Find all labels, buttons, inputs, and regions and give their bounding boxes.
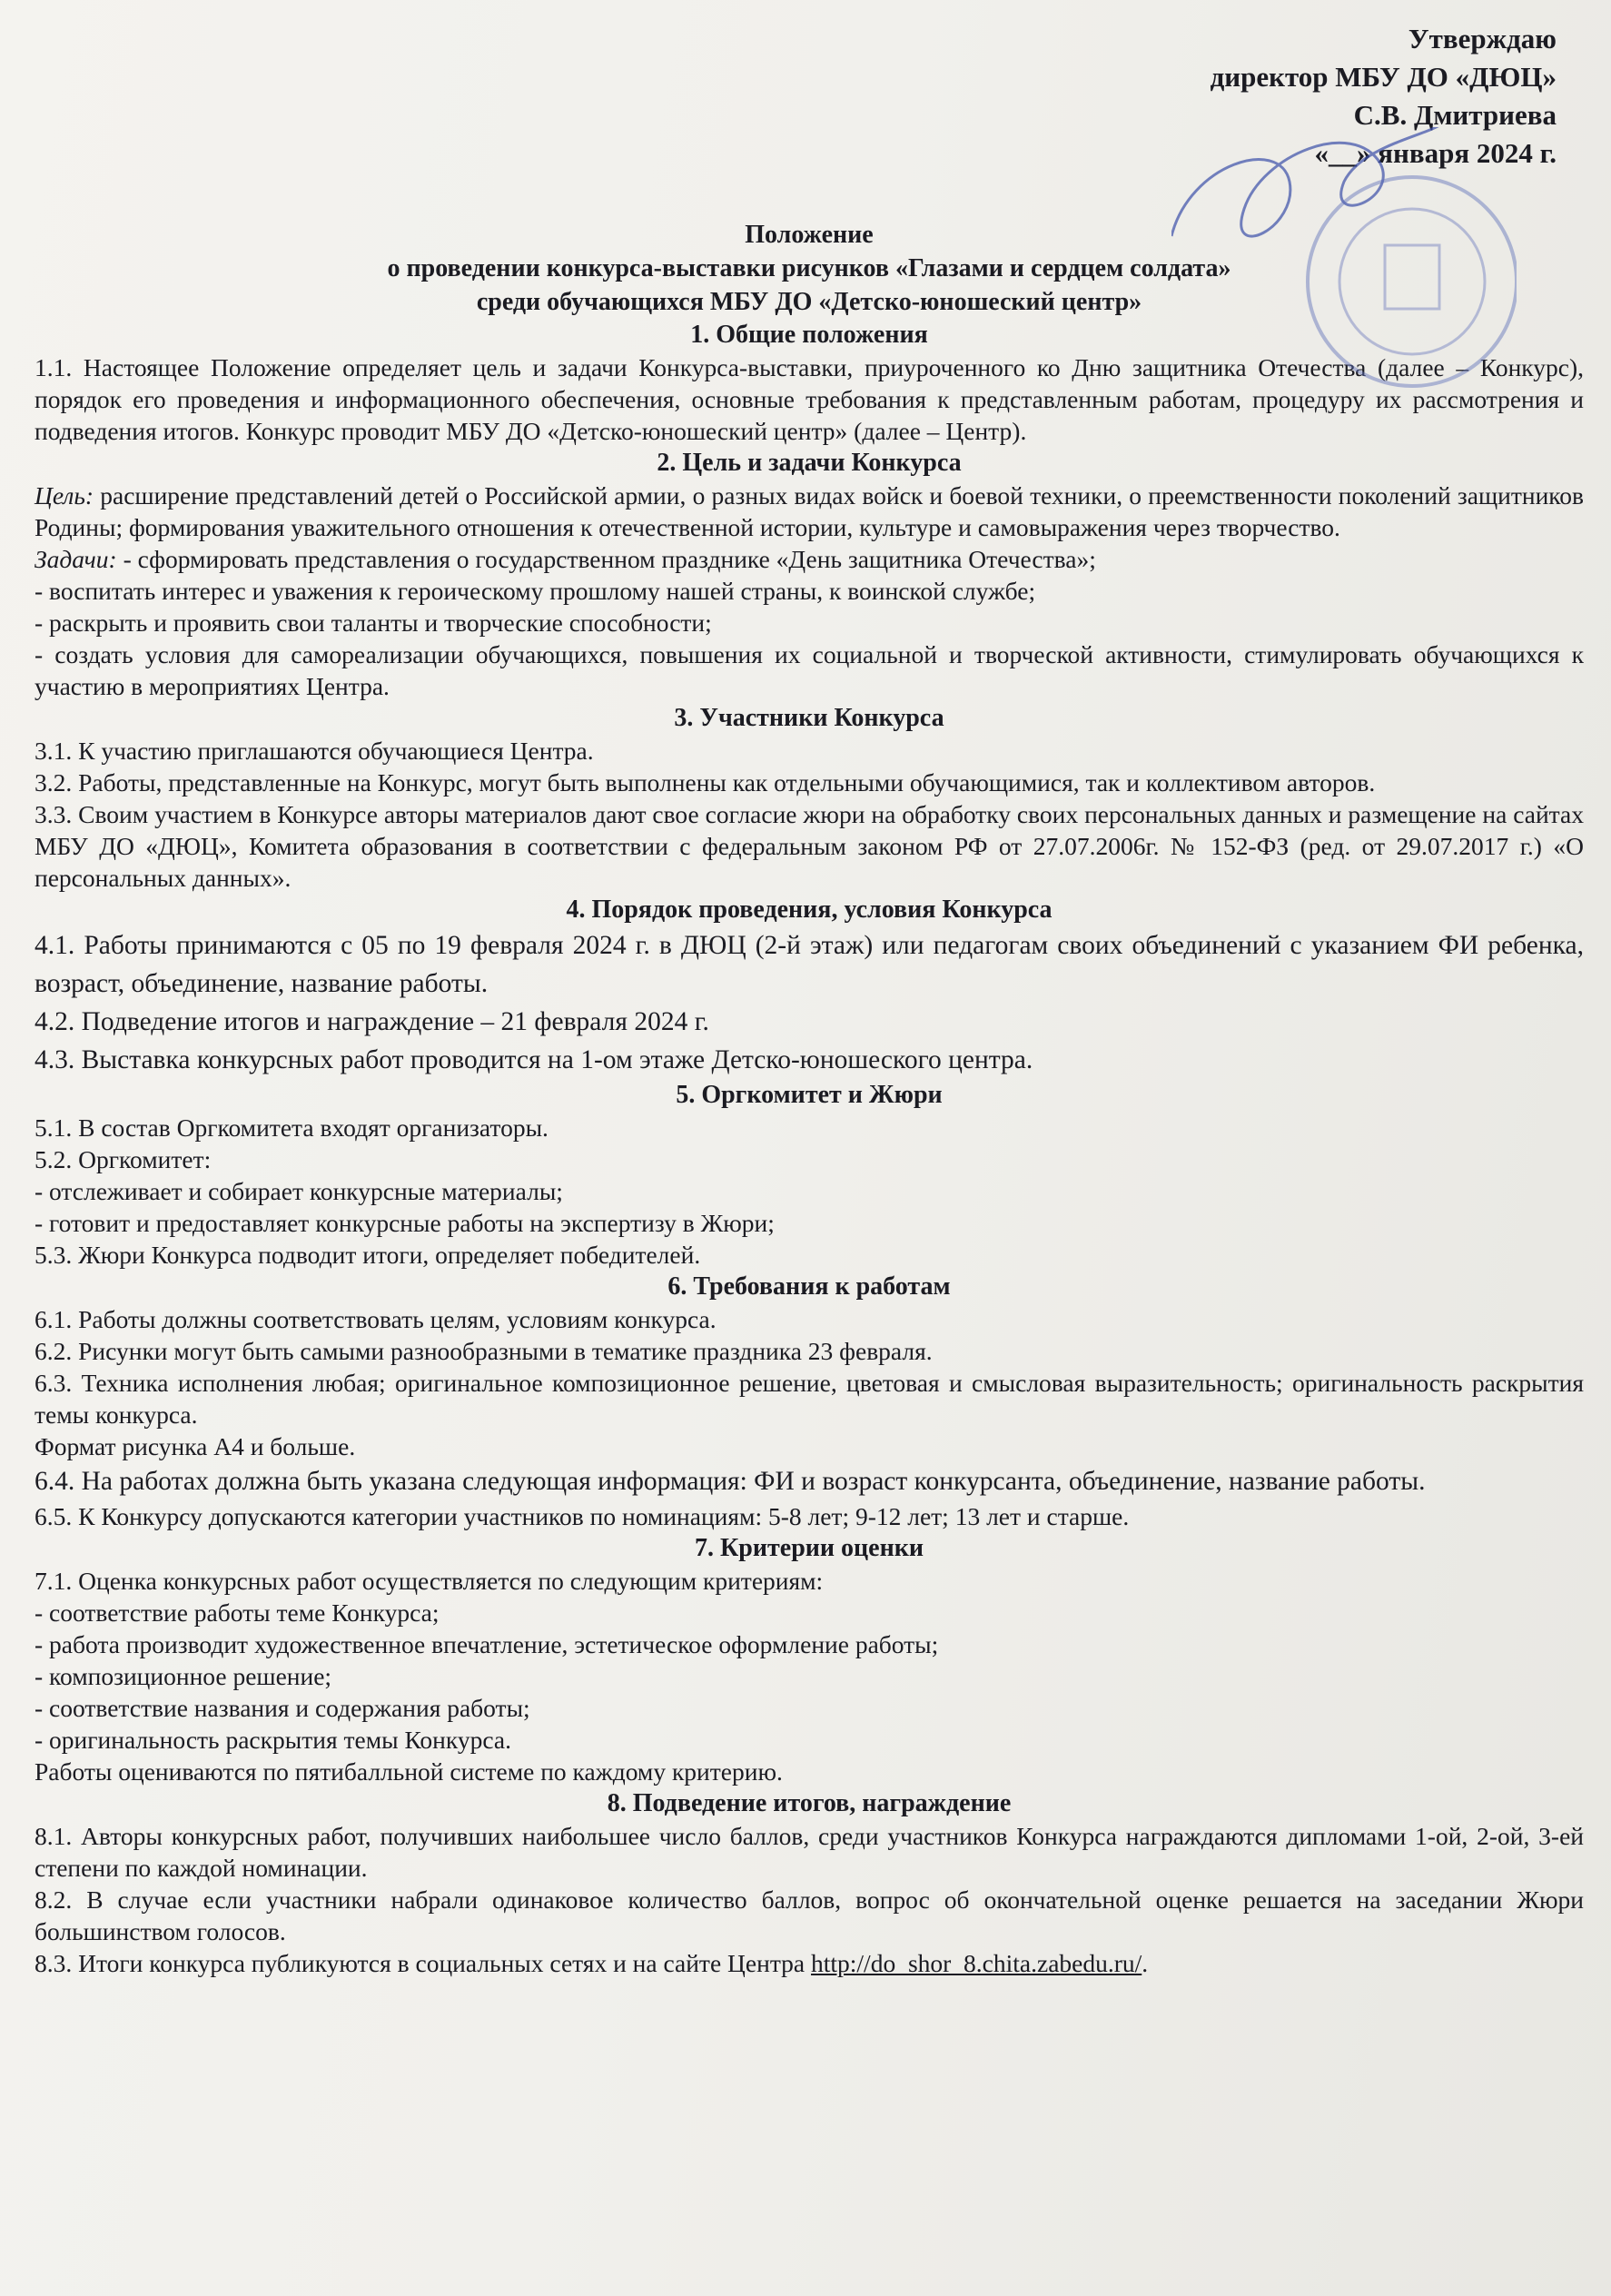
paragraph-7-3: - работа производит художественное впечатление, эстетическое оформление работы; [35,1630,939,1658]
approval-line-4: «__» января 2024 г. [1314,137,1557,169]
tasks-label: Задачи: [35,545,117,573]
section-6-heading: 6. Требования к работам [667,1272,951,1301]
task-item-2: - воспитать интерес и уважения к героическому прошлому нашей страны, к воинской службе; [35,577,1036,605]
paragraph-8-1: 8.1. Авторы конкурсных работ, получивших наибольшее число баллов, среди участников Конкурса награждаются дипломами 1-ой, 2-ой, 3-ей степени по каждой номинации. [35,1822,1584,1882]
title-line-1: Положение [745,221,874,249]
paragraph-3-3: 3.3. Своим участием в Конкурсе авторы материалов дают свое согласие жюри на обработку своих персональных данных и размещение на сайтах МБУ ДО «ДЮЦ», Комитета образования в соответствии с федеральным законом РФ от 27.07.2006г. № 152-ФЗ (ред. от 29.07.2017 г.) «О персональных данных». [35,800,1584,892]
approval-line-2: директор МБУ ДО «ДЮЦ» [1210,61,1557,93]
section-4-body [35,926,1584,1079]
tasks-text: - сформировать представления о государственном празднике «День защитника Отечества»; [116,545,1096,573]
paragraph-6-4: 6.4. На работах должна быть указана следующая информация: ФИ и возраст конкурсанта, объединение, название работы. [35,1467,1426,1496]
paragraph-6-format: Формат рисунка А4 и больше. [35,1432,356,1460]
paragraph-7-4: - композиционное решение; [35,1662,332,1690]
paragraph-5-2: 5.2. Оргкомитет: [35,1145,212,1173]
section-7-heading: 7. Критерии оценки [695,1534,924,1562]
paragraph-3-2: 3.2. Работы, представленные на Конкурс, могут быть выполнены как отдельными обучающимися, так и коллективом авторов. [35,768,1376,797]
paragraph-8-3-end: . [1142,1949,1149,1977]
paragraph-6-2: 6.2. Рисунки могут быть самыми разнообразными в тематике праздника 23 февраля. [35,1337,933,1365]
stamp-and-signature-icon [1171,127,1517,400]
title-line-2: о проведении конкурса-выставки рисунков «Глазами и сердцем солдата» [387,254,1231,282]
title-line-3: среди обучающихся МБУ ДО «Детско-юношеский центр» [476,288,1142,316]
paragraph-8-3 [35,1947,1584,1979]
task-item-4: - создать условия для самореализации обучающихся, повышения их социальной и творческой активности, стимулировать обучающихся к участию в мероприятиях Центра. [35,640,1584,700]
paragraph-1-1: 1.1. Настоящее Положение определяет цель и задачи Конкурса-выставки, приуроченного ко Дню защитника Отечества (далее – Конкурс), порядок его проведения и информационного обеспечения, основные требования к представленным работам, процедуру их рассмотрения и подведения итогов. Конкурс проводит МБУ ДО «Детско-юношеский центр» (далее – Центр). [35,353,1584,445]
section-3-heading: 3. Участники Конкурса [674,704,944,732]
section-4-heading: 4. Порядок проведения, условия Конкурса [566,896,1053,924]
paragraph-7-1: 7.1. Оценка конкурсных работ осуществляется по следующим критериям: [35,1567,824,1595]
goal-text: расширение представлений детей о Российской армии, о разных видах войск и боевой техники, о преемственности поколений защитников Родины; формирования уважительного отношения к отечественной истории, культуре и самовыражения через творчество. [35,481,1584,541]
paragraph-5-5: 5.3. Жюри Конкурса подводит итоги, определяет победителей. [35,1241,701,1269]
paragraph-6-5: 6.5. К Конкурсу допускаются категории участников по номинациям: 5-8 лет; 9-12 лет; 13 лет и старше. [35,1502,1130,1530]
paragraph-8-3-text: 8.3. Итоги конкурса публикуются в социальных сетях и на сайте Центра [35,1949,811,1977]
section-2-heading: 2. Цель и задачи Конкурса [657,449,962,477]
center-website-link[interactable]: http://do_shor_8.chita.zabedu.ru/ [811,1949,1142,1977]
paragraph-8-2: 8.2. В случае если участники набрали одинаковое количество баллов, вопрос об окончательной оценке решается на заседании Жюри большинством голосов. [35,1885,1584,1945]
paragraph-5-4: - готовит и предоставляет конкурсные работы на экспертизу в Жюри; [35,1209,775,1237]
section-8-heading: 8. Подведение итогов, награждение [607,1789,1012,1817]
paragraph-7-2: - соответствие работы теме Конкурса; [35,1598,440,1627]
tasks-paragraph [35,543,1584,575]
goal-label: Цель: [35,481,94,510]
approval-line-1: Утверждаю [1408,23,1557,54]
section-1-heading: 1. Общие положения [690,321,928,349]
goal-paragraph [35,480,1584,543]
paragraph-7-5: - соответствие названия и содержания работы; [35,1694,530,1722]
paragraph-7-7: Работы оцениваются по пятибалльной системе по каждому критерию. [35,1757,783,1786]
paragraph-4-2: 4.2. Подведение итогов и награждение – 21 февраля 2024 г. [35,1007,709,1036]
paragraph-4-1: 4.1. Работы принимаются с 05 по 19 февраля 2024 г. в ДЮЦ (2-й этаж) или педагогам своих объединений с указанием ФИ ребенка, возраст, объединение, название работы. [35,931,1584,998]
paragraph-3-1: 3.1. К участию приглашаются обучающиеся Центра. [35,737,594,765]
task-item-3: - раскрыть и проявить свои таланты и творческие способности; [35,609,712,637]
paragraph-4-3: 4.3. Выставка конкурсных работ проводится на 1-ом этаже Детско-юношеского центра. [35,1045,1033,1074]
paragraph-5-3: - отслеживает и собирает конкурсные материалы; [35,1177,563,1205]
paragraph-6-1: 6.1. Работы должны соответствовать целям, условиям конкурса. [35,1305,717,1333]
section-5-heading: 5. Оргкомитет и Жюри [676,1081,943,1109]
paragraph-7-6: - оригинальность раскрытия темы Конкурса. [35,1726,511,1754]
paragraph-6-3: 6.3. Техника исполнения любая; оригинальное композиционное решение, цветовая и смысловая выразительность; оригинальность раскрытия темы конкурса. [35,1369,1584,1429]
approval-line-3: С.В. Дмитриева [1353,99,1557,131]
paragraph-5-1: 5.1. В состав Оргкомитета входят организаторы. [35,1113,549,1142]
